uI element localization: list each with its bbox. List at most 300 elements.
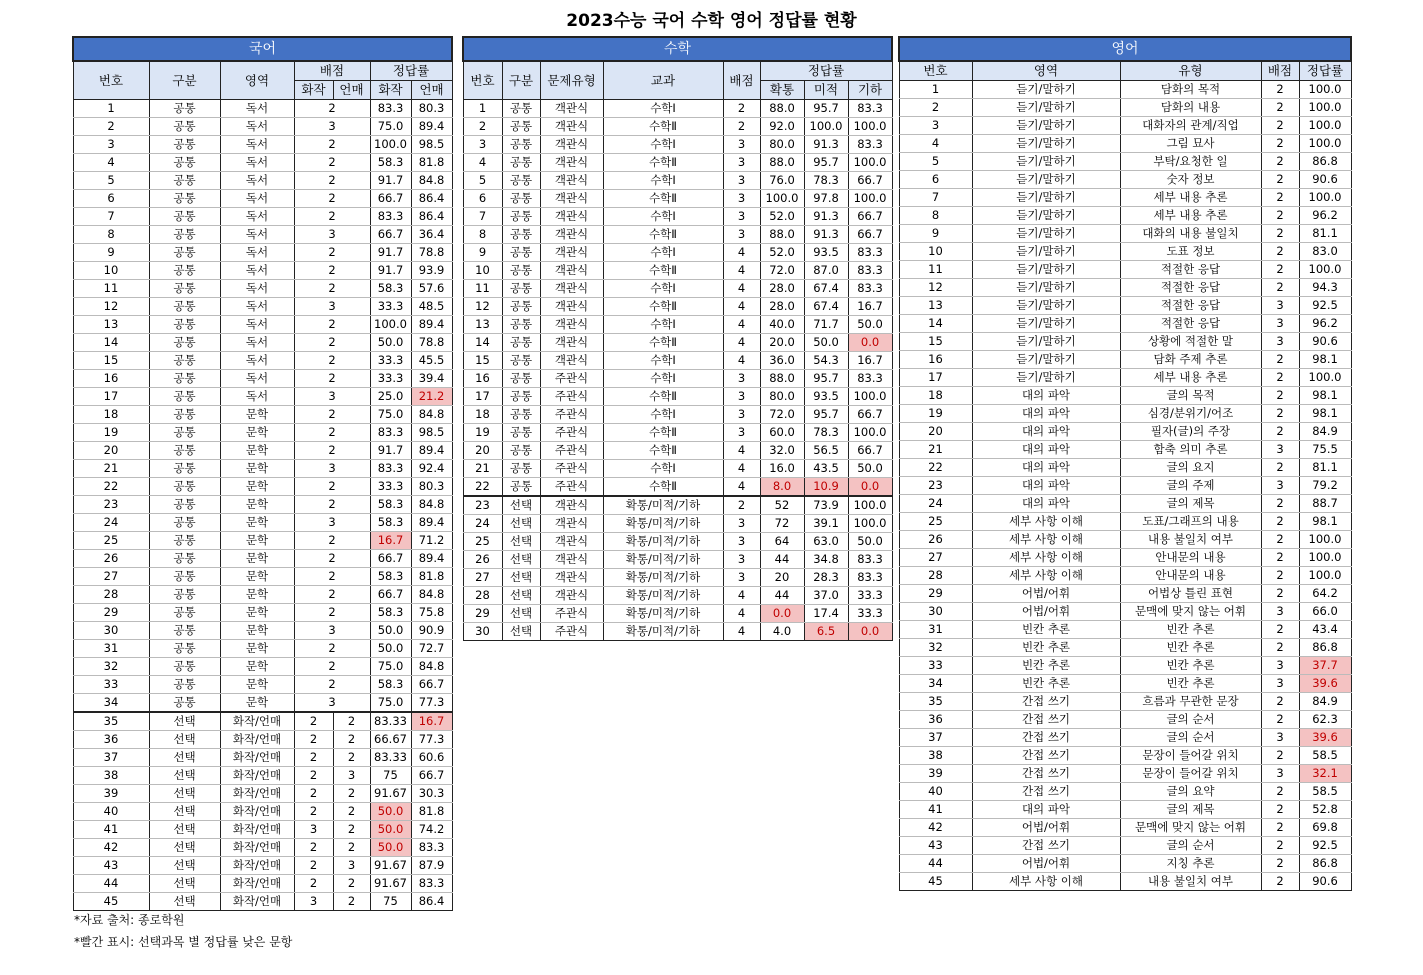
table-cell: 31 [899,621,972,639]
table-row [899,279,1351,297]
table-row [73,640,452,658]
table-cell: 확통/미적/기하 [603,587,723,605]
table-cell: 32 [899,639,972,657]
table-cell: 30 [73,622,149,640]
table-cell: 2 [723,100,760,118]
table-cell: 89.4 [411,442,452,460]
table-cell: 2 [294,352,370,370]
math-table [462,36,893,641]
table-cell: 75 [370,767,411,785]
table-cell: 화작/언매 [220,731,294,749]
table-row [73,767,452,785]
table-cell: 공통 [502,226,540,244]
table-cell: 41 [899,801,972,819]
table-cell: 3 [1261,675,1299,693]
table-cell: 2 [899,99,972,117]
table-cell: 83.3 [411,839,452,857]
table-cell: 2 [294,604,370,622]
col-header-rate-giha: 기하 [848,81,892,100]
table-row [899,783,1351,801]
table-cell: 3 [1261,441,1299,459]
table-cell: 84.8 [411,658,452,676]
table-row [899,459,1351,477]
table-cell: 문학 [220,514,294,532]
table-cell: 78.8 [411,244,452,262]
table-cell: 17 [899,369,972,387]
table-cell: 듣기/말하기 [972,351,1120,369]
table-cell: 3 [723,370,760,388]
table-cell: 글의 순서 [1120,711,1261,729]
table-cell: 2 [294,767,333,785]
table-cell: 3 [723,533,760,551]
table-cell: 문학 [220,658,294,676]
table-cell: 독서 [220,262,294,280]
table-cell: 78.3 [804,172,848,190]
table-cell: 수학Ⅱ [603,424,723,442]
table-cell: 91.7 [370,442,411,460]
table-cell: 3 [294,298,370,316]
table-cell: 독서 [220,280,294,298]
table-cell: 36 [899,711,972,729]
table-cell: 공통 [149,568,220,586]
table-cell: 78.8 [411,334,452,352]
table-cell: 50.0 [370,821,411,839]
table-cell: 58.3 [370,676,411,694]
table-cell: 2 [1261,495,1299,513]
table-cell: 83.3 [370,460,411,478]
table-row [73,388,452,406]
table-cell: 수학Ⅰ [603,280,723,298]
table-cell: 86.8 [1299,855,1351,873]
table-cell: 27 [899,549,972,567]
table-cell: 세부 사항 이해 [972,513,1120,531]
table-cell: 2 [1261,99,1299,117]
table-cell: 95.7 [804,100,848,118]
table-cell: 글의 요약 [1120,783,1261,801]
table-row [463,370,892,388]
table-cell: 5 [73,172,149,190]
table-cell: 지칭 추론 [1120,855,1261,873]
table-cell: 30 [899,603,972,621]
table-cell: 86.8 [1299,639,1351,657]
table-cell: 객관식 [540,190,603,208]
table-cell: 100.0 [1299,369,1351,387]
table-cell: 3 [723,515,760,533]
table-cell: 듣기/말하기 [972,333,1120,351]
table-cell: 3 [294,893,333,911]
table-cell: 33.3 [848,605,892,623]
table-cell: 주관식 [540,406,603,424]
table-cell: 2 [294,803,333,821]
table-cell: 58.5 [1299,783,1351,801]
table-cell: 2 [1261,639,1299,657]
table-cell: 선택 [149,857,220,875]
table-cell: 독서 [220,334,294,352]
table-cell: 54.3 [804,352,848,370]
table-row [73,100,452,118]
col-header-rate: 정답률 [760,61,892,81]
table-cell: 37.7 [1299,657,1351,675]
table-cell: 듣기/말하기 [972,297,1120,315]
table-cell: 공통 [149,658,220,676]
table-cell: 20.0 [760,334,804,352]
table-cell: 91.3 [804,208,848,226]
table-cell: 문학 [220,424,294,442]
table-cell: 83.3 [848,262,892,280]
table-cell: 3 [294,514,370,532]
table-cell: 89.4 [411,514,452,532]
table-cell: 객관식 [540,334,603,352]
table-cell: 26 [899,531,972,549]
table-cell: 20 [463,442,502,460]
table-cell: 2 [294,712,333,731]
table-cell: 공통 [502,388,540,406]
table-cell: 3 [723,406,760,424]
table-cell: 37.0 [804,587,848,605]
col-header-area: 영역 [220,61,294,100]
table-cell: 29 [899,585,972,603]
table-cell: 그림 묘사 [1120,135,1261,153]
table-cell: 독서 [220,154,294,172]
table-cell: 2 [333,821,370,839]
table-cell: 수학Ⅱ [603,334,723,352]
table-cell: 공통 [149,244,220,262]
table-cell: 88.0 [760,154,804,172]
table-cell: 객관식 [540,136,603,154]
table-cell: 화작/언매 [220,785,294,803]
table-cell: 14 [73,334,149,352]
table-cell: 독서 [220,118,294,136]
table-cell: 2 [294,676,370,694]
table-cell: 3 [723,154,760,172]
table-cell: 100.0 [848,496,892,515]
table-row [899,207,1351,225]
table-cell: 문학 [220,640,294,658]
table-cell: 26 [73,550,149,568]
table-cell: 대의 파악 [972,405,1120,423]
table-cell: 2 [294,875,333,893]
table-cell: 공통 [502,406,540,424]
table-cell: 90.6 [1299,171,1351,189]
math-section-header: 수학 [463,37,892,61]
table-row [463,136,892,154]
table-cell: 20 [73,442,149,460]
table-row [73,154,452,172]
table-cell: 3 [899,117,972,135]
table-cell: 수학Ⅱ [603,298,723,316]
table-cell: 듣기/말하기 [972,171,1120,189]
table-cell: 문학 [220,478,294,496]
table-cell: 33 [899,657,972,675]
table-cell: 91.3 [804,226,848,244]
col-header-question-type: 문제유형 [540,61,603,100]
table-cell: 98.5 [411,424,452,442]
table-cell: 2 [294,172,370,190]
table-cell: 0.0 [848,478,892,497]
table-cell: 30 [463,623,502,641]
table-cell: 79.2 [1299,477,1351,495]
table-cell: 공통 [149,262,220,280]
col-header-rate-hwaktong: 확통 [760,81,804,100]
col-header-no: 번호 [899,61,972,81]
table-cell: 듣기/말하기 [972,117,1120,135]
col-header-rate-eonmae: 언매 [411,81,452,100]
table-cell: 듣기/말하기 [972,243,1120,261]
table-cell: 8 [463,226,502,244]
table-cell: 안내문의 내용 [1120,549,1261,567]
table-cell: 간접 쓰기 [972,747,1120,765]
table-cell: 66.7 [848,442,892,460]
table-cell: 66.7 [370,550,411,568]
table-cell: 담화 주제 추론 [1120,351,1261,369]
table-cell: 84.8 [411,406,452,424]
table-cell: 81.1 [1299,459,1351,477]
table-row [463,226,892,244]
page-title: 2023수능 국어 수학 영어 정답률 현황 [566,11,857,31]
table-cell: 2 [294,731,333,749]
table-cell: 안내문의 내용 [1120,567,1261,585]
table-row [73,893,452,911]
table-cell: 66.7 [848,172,892,190]
table-cell: 98.5 [411,136,452,154]
table-row [899,369,1351,387]
table-cell: 주관식 [540,605,603,623]
table-cell: 34 [899,675,972,693]
table-row [73,604,452,622]
table-cell: 2 [1261,531,1299,549]
table-cell: 35 [73,712,149,731]
table-cell: 29 [73,604,149,622]
table-row [463,496,892,515]
table-cell: 수학Ⅰ [603,208,723,226]
table-cell: 38 [899,747,972,765]
korean-section-header: 국어 [73,37,452,61]
table-cell: 75.5 [1299,441,1351,459]
table-cell: 2 [1261,405,1299,423]
table-row [899,549,1351,567]
table-row [73,190,452,208]
table-cell: 44 [73,875,149,893]
table-cell: 문맥에 맞지 않는 어휘 [1120,603,1261,621]
table-cell: 빈칸 추론 [1120,621,1261,639]
table-cell: 60.0 [760,424,804,442]
table-cell: 빈칸 추론 [1120,675,1261,693]
table-cell: 2 [294,136,370,154]
table-cell: 100.0 [1299,531,1351,549]
table-cell: 2 [294,586,370,604]
table-cell: 문학 [220,550,294,568]
table-cell: 객관식 [540,569,603,587]
table-cell: 선택 [502,587,540,605]
table-cell: 2 [333,839,370,857]
table-cell: 공통 [502,370,540,388]
table-cell: 57.6 [411,280,452,298]
table-cell: 공통 [149,100,220,118]
table-cell: 2 [294,370,370,388]
table-cell: 26 [463,551,502,569]
table-cell: 36.4 [411,226,452,244]
table-cell: 39.6 [1299,675,1351,693]
table-row [73,370,452,388]
table-cell: 공통 [149,604,220,622]
table-cell: 2 [73,118,149,136]
table-cell: 80.0 [760,388,804,406]
table-cell: 선택 [149,749,220,767]
table-row [463,262,892,280]
table-cell: 공통 [149,406,220,424]
table-cell: 공통 [502,208,540,226]
table-cell: 대화의 내용 불일치 [1120,225,1261,243]
table-cell: 100.0 [370,316,411,334]
table-cell: 공통 [149,298,220,316]
table-cell: 76.0 [760,172,804,190]
table-cell: 24 [73,514,149,532]
table-cell: 75.0 [370,406,411,424]
table-cell: 98.1 [1299,513,1351,531]
table-cell: 문학 [220,694,294,713]
table-cell: 7 [899,189,972,207]
table-cell: 2 [294,280,370,298]
table-cell: 글의 순서 [1120,837,1261,855]
table-row [899,621,1351,639]
table-row [73,298,452,316]
table-cell: 공통 [502,298,540,316]
col-header-no: 번호 [73,61,149,100]
table-cell: 주관식 [540,460,603,478]
table-cell: 선택 [149,731,220,749]
table-cell: 2 [294,658,370,676]
table-cell: 43.4 [1299,621,1351,639]
table-cell: 선택 [149,767,220,785]
table-row [463,424,892,442]
table-cell: 22 [463,478,502,497]
table-cell: 2 [294,568,370,586]
table-cell: 100.0 [1299,549,1351,567]
table-row [899,189,1351,207]
table-cell: 21.2 [411,388,452,406]
table-cell: 56.5 [804,442,848,460]
table-cell: 수학Ⅰ [603,406,723,424]
table-cell: 14 [899,315,972,333]
table-cell: 4 [723,262,760,280]
table-cell: 3 [463,136,502,154]
table-cell: 공통 [149,640,220,658]
col-header-rate-mijeok: 미적 [804,81,848,100]
table-cell: 10 [463,262,502,280]
table-cell: 선택 [149,712,220,731]
table-cell: 부탁/요청한 일 [1120,153,1261,171]
table-cell: 공통 [149,460,220,478]
table-cell: 11 [73,280,149,298]
table-cell: 40 [73,803,149,821]
table-cell: 객관식 [540,316,603,334]
table-cell: 6 [73,190,149,208]
col-header-score: 배점 [723,61,760,100]
table-cell: 간접 쓰기 [972,729,1120,747]
table-cell: 듣기/말하기 [972,369,1120,387]
table-row [899,387,1351,405]
table-cell: 90.6 [1299,873,1351,891]
table-cell: 선택 [502,533,540,551]
table-cell: 62.3 [1299,711,1351,729]
table-cell: 81.8 [411,154,452,172]
table-row [73,442,452,460]
table-cell: 3 [1261,477,1299,495]
table-cell: 97.8 [804,190,848,208]
table-cell: 공통 [502,442,540,460]
table-cell: 확통/미적/기하 [603,515,723,533]
table-cell: 13 [73,316,149,334]
table-cell: 86.4 [411,893,452,911]
table-row [73,532,452,550]
table-cell: 87.0 [804,262,848,280]
table-cell: 공통 [149,676,220,694]
table-cell: 간접 쓰기 [972,837,1120,855]
table-cell: 8.0 [760,478,804,497]
table-cell: 66.0 [1299,603,1351,621]
table-cell: 독서 [220,298,294,316]
table-cell: 공통 [149,532,220,550]
table-cell: 확통/미적/기하 [603,623,723,641]
table-cell: 83.0 [1299,243,1351,261]
table-cell: 세부 사항 이해 [972,549,1120,567]
table-cell: 빈칸 추론 [972,657,1120,675]
table-cell: 100.0 [848,118,892,136]
table-cell: 84.9 [1299,693,1351,711]
table-cell: 33.3 [370,478,411,496]
table-row [73,731,452,749]
table-row [463,569,892,587]
table-cell: 공통 [149,280,220,298]
table-cell: 선택 [502,515,540,533]
table-row [463,244,892,262]
table-cell: 19 [463,424,502,442]
table-cell: 96.2 [1299,315,1351,333]
table-cell: 2 [294,262,370,280]
table-cell: 95.7 [804,370,848,388]
table-cell: 선택 [149,875,220,893]
table-cell: 4 [723,605,760,623]
table-cell: 내용 불일치 여부 [1120,531,1261,549]
table-cell: 78.3 [804,424,848,442]
table-cell: 86.4 [411,208,452,226]
table-cell: 2 [723,118,760,136]
table-cell: 공통 [149,496,220,514]
table-cell: 28 [73,586,149,604]
table-cell: 86.4 [411,190,452,208]
table-cell: 43 [899,837,972,855]
highlight-note: *빨간 표시: 선택과목 별 정답률 낮은 문항 [74,935,293,949]
table-cell: 글의 목적 [1120,387,1261,405]
table-cell: 10 [73,262,149,280]
table-row [73,172,452,190]
table-cell: 선택 [149,821,220,839]
table-cell: 문학 [220,496,294,514]
table-cell: 공통 [502,352,540,370]
table-cell: 34 [73,694,149,713]
table-cell: 94.3 [1299,279,1351,297]
table-cell: 98.1 [1299,387,1351,405]
table-cell: 23 [463,496,502,515]
table-cell: 2 [1261,711,1299,729]
table-cell: 내용 불일치 여부 [1120,873,1261,891]
table-cell: 문장이 들어갈 위치 [1120,747,1261,765]
table-cell: 17 [73,388,149,406]
table-cell: 80.3 [411,100,452,118]
table-row [73,586,452,604]
table-cell: 2 [1261,153,1299,171]
table-cell: 52.8 [1299,801,1351,819]
